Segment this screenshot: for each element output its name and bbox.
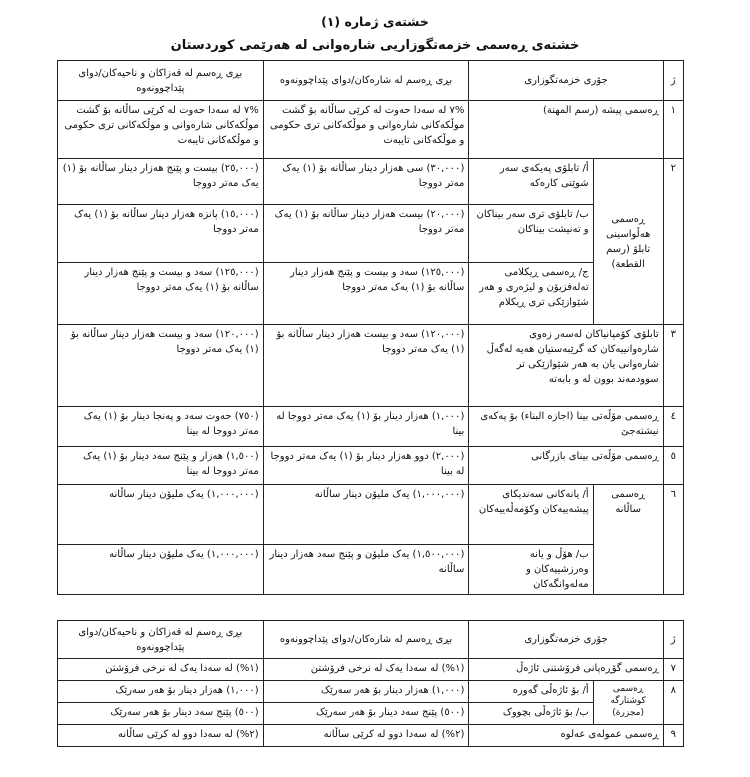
table-row [58,725,684,747]
table-row [58,703,684,725]
table-number-title: خشتەی ژمارە (١) [321,14,429,29]
service-cell: ڕەسمی پیشە (رسم المهنة) [469,101,663,159]
row-number: ٦ [663,485,683,595]
city-fee-cell: (١,٠٠٠,٠٠٠) یەک ملیۆن دینار ساڵانە [263,485,469,545]
header-city: بڕی ڕەسم لە شارەکان/دوای پێداچوونەوە [263,621,469,659]
city-fee-cell: (٢٠,٠٠٠) بیست هەزار دینار ساڵانە بۆ (١) یەک مەتر دووجا [263,205,469,263]
service-cell: أ/ تابلۆی پەیکەی سەر شوێنی کارەکە [469,159,593,205]
row-number: ٩ [663,725,683,747]
group-label: ڕەسمی کوشتارگە (مجزرة) [593,681,663,725]
table-row [58,659,684,681]
row-number: ٣ [663,325,683,407]
header-city: بڕی ڕەسم لە شارەکان/دوای پێداچوونەوە [263,61,469,101]
city-fee-cell: (١,٥٠٠,٠٠٠) یەک ملیۆن و پێنج سەد هەزار دینار ساڵانە [263,545,469,595]
table-header-row [58,621,684,659]
district-fee-cell: (٢%) لە سەدا دوو لە کرێی ساڵانە [58,725,264,747]
city-fee-cell: (٣٠,٠٠٠) سی هەزار دینار ساڵانە بۆ (١) یەک مەتر دووجا [263,159,469,205]
table-row [58,485,684,545]
document-title: خشتەی ڕەسمی خزمەتگوزاریی شارەوانی لە هەرێمی کوردستان [170,38,580,53]
fees-table-1 [57,60,684,595]
district-fee-cell: (١٢٠,٠٠٠) سەد و بیست هەزار دینار ساڵانە بۆ (١) یەک مەتر دووجا [58,325,264,407]
table-row [58,447,684,485]
district-fee-cell: (١,٥٠٠) هەزار و پێنج سەد دینار بۆ (١) یەک مەتر دووجا لە بینا [58,447,264,485]
city-fee-cell: %٧ لە سەدا حەوت لە کرێی ساڵانە بۆ گشت موڵکەکانی شارەوانی و موڵکەکانی تری حکومی و موڵکەکانی تایبەت [263,101,469,159]
table-row [58,263,684,325]
city-fee-cell: (١٢٥,٠٠٠) سەد و بیست و پێنج هەزار دینار ساڵانە بۆ (١) یەک مەتر دووجا [263,263,469,325]
city-fee-cell: (١٢٠,٠٠٠) سەد و بیست هەزار دینار ساڵانە بۆ (١) یەک مەتر دووجا [263,325,469,407]
table-row [58,325,684,407]
service-cell: أ/ یانەکانی سەندیکای پیشەییەکان وکۆمەڵەییەکان [469,485,593,545]
district-fee-cell: (١٥,٠٠٠) پانزە هەزار دینار ساڵانە بۆ (١) یەک مەتر دووجا [58,205,264,263]
district-fee-cell: %٧ لە سەدا حەوت لە کرێی ساڵانە بۆ گشت موڵکەکانی شارەوانی و موڵکەکانی تری حکومی و موڵکەکانی تایبەت [58,101,264,159]
service-cell: ڕەسمی گۆڕەپانی فرۆشتنی ئاژەڵ [469,659,663,681]
service-cell: ب/ تابلۆی تری سەر بیناکان و تەنیشت بیناکان [469,205,593,263]
row-number: ٢ [663,159,683,325]
service-cell: ڕەسمی مۆڵەتی بینا (اجازە البناء) بۆ پەکەی نیشتەجێ [469,407,663,447]
service-cell: ڕەسمی عمولەی عەلوە [469,725,663,747]
city-fee-cell: (١,٠٠٠) هەزار دینار بۆ (١) یەک مەتر دووجا لە بینا [263,407,469,447]
table-row [58,205,684,263]
row-number: ٨ [663,681,683,725]
service-cell: ج/ ڕەسمی ڕیکلامی تەلەفزیۆن و لیژەری و هەر شێوازێکی تری ڕیکلام [469,263,593,325]
row-number: ٥ [663,447,683,485]
header-district: بڕی ڕەسم لە قەزاکان و ناحیەکان/دوای پێداچوونەوە [58,61,264,101]
header-num: ژ [663,61,683,101]
table-row [58,681,684,703]
district-fee-cell: (١,٠٠٠,٠٠٠) یەک ملیۆن دینار ساڵانە [58,485,264,545]
district-fee-cell: (٢٥,٠٠٠) بیست و پێنج هەزار دینار ساڵانە بۆ (١) یەک مەتر دووجا [58,159,264,205]
fees-table-2 [57,620,684,747]
district-fee-cell: (٧٥٠) حەوت سەد و پەنجا دینار بۆ (١) یەک مەتر دووجا لە بینا [58,407,264,447]
table-row [58,545,684,595]
city-fee-cell: (١,٠٠٠) هەزار دینار بۆ هەر سەرێک [263,681,469,703]
city-fee-cell: (١%) لە سەدا یەک لە نرخی فرۆشتن [263,659,469,681]
district-fee-cell: (١%) لە سەدا یەک لە نرخی فرۆشتن [58,659,264,681]
table-row [58,159,684,205]
table-row [58,101,684,159]
table-header-row [58,61,684,101]
district-fee-cell: (١,٠٠٠,٠٠٠) یەک ملیۆن دینار ساڵانە [58,545,264,595]
service-cell: ڕەسمی مۆڵەتی بینای بازرگانی [469,447,663,485]
group-label: ڕەسمی ساڵانە [593,485,663,595]
row-number: ٤ [663,407,683,447]
service-cell: تابلۆی کۆمپانیاکان لەسەر زەوی شارەوانییەکان کە گرێبەستیان هەیە لەگەڵ شارەوانی یان بە هەر شێوازێکی تر سوودمەند بوون لە و بابەتە [469,325,663,407]
service-cell: ب/ هۆڵ و یانە وەرزشییەکان و مەلەوانگەکان [469,545,593,595]
header-service: جۆری خزمەتگوزاری [469,61,663,101]
service-cell: ب/ بۆ ئاژەڵی بچووک [469,703,593,725]
city-fee-cell: (٢,٠٠٠) دوو هەزار دینار بۆ (١) یەک مەتر دووجا لە بینا [263,447,469,485]
row-number: ١ [663,101,683,159]
district-fee-cell: (١٢٥,٠٠٠) سەد و بیست و پێنج هەزار دینار ساڵانە بۆ (١) یەک مەتر دووجا [58,263,264,325]
header-district: بڕی ڕەسم لە قەزاکان و ناحیەکان/دوای پێداچوونەوە [58,621,264,659]
table-row [58,407,684,447]
service-cell: أ/ بۆ ئاژەڵی گەورە [469,681,593,703]
group-label: ڕەسمی هەڵواسینی تابلۆ (رسم القطعة) [593,159,663,325]
district-fee-cell: (٥٠٠) پێنج سەد دینار بۆ هەر سەرێک [58,703,264,725]
row-number: ٧ [663,659,683,681]
city-fee-cell: (٥٠٠) پێنج سەد دینار بۆ هەر سەرێک [263,703,469,725]
header-service: جۆری خزمەتگوزاری [469,621,663,659]
city-fee-cell: (٢%) لە سەدا دوو لە کرێی ساڵانە [263,725,469,747]
district-fee-cell: (١,٠٠٠) هەزار دینار بۆ هەر سەرێک [58,681,264,703]
header-num: ژ [663,621,683,659]
